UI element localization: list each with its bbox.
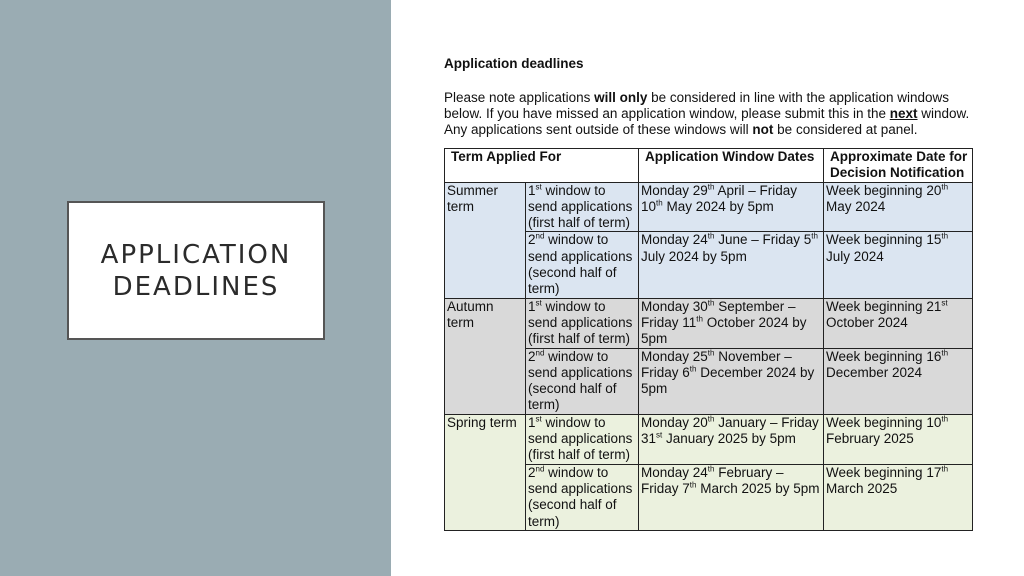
- deadlines-table: [444, 148, 973, 531]
- intro-text: window. Any applications sent outside of these windows will: [444, 106, 970, 137]
- slide-title-line-1: APPLICATION: [100, 239, 292, 270]
- slide-title-box: [67, 201, 325, 340]
- header-decision: Approximate Date for Decision Notification: [824, 149, 973, 183]
- window-dates-cell: Monday 24th February – Friday 7th March 2025 by 5pm: [639, 464, 824, 530]
- header-term: Term Applied For: [445, 149, 639, 183]
- window-dates-cell: Monday 29th April – Friday 10th May 2024 by 5pm: [639, 182, 824, 232]
- document-image: [444, 56, 974, 531]
- window-label-cell: 2nd window to send applications (second half of term): [526, 348, 639, 414]
- window-label-cell: 1st window to send applications (first half of term): [526, 414, 639, 464]
- document-intro: [444, 90, 974, 138]
- intro-emphasis: next: [889, 106, 918, 121]
- intro-text: Please note applications: [444, 90, 595, 105]
- intro-emphasis: not: [752, 122, 774, 137]
- window-label-cell: 2nd window to send applications (second half of term): [526, 464, 639, 530]
- term-cell: Spring term: [445, 414, 526, 530]
- decision-date-cell: Week beginning 16th December 2024: [824, 348, 973, 414]
- intro-text: be considered in line with the application windows below. If you have missed an application window, please submit this in the: [444, 90, 950, 121]
- table-row: [445, 298, 973, 348]
- slide-title: [101, 239, 292, 303]
- window-dates-cell: Monday 30th September – Friday 11th October 2024 by 5pm: [639, 298, 824, 348]
- document-heading: Application deadlines: [444, 56, 584, 71]
- window-label-cell: 2nd window to send applications (second half of term): [526, 232, 639, 298]
- window-dates-cell: Monday 20th January – Friday 31st January 2025 by 5pm: [639, 414, 824, 464]
- term-cell: Autumn term: [445, 298, 526, 414]
- header-window: Application Window Dates: [639, 149, 824, 183]
- intro-emphasis: will only: [594, 90, 648, 105]
- decision-date-cell: Week beginning 20th May 2024: [824, 182, 973, 232]
- window-label-cell: 1st window to send applications (first half of term): [526, 298, 639, 348]
- window-dates-cell: Monday 24th June – Friday 5th July 2024 by 5pm: [639, 232, 824, 298]
- slide-title-line-2: DEADLINES: [112, 271, 280, 302]
- table-row: [445, 182, 973, 232]
- table-row: [445, 414, 973, 464]
- intro-text: be considered at panel.: [773, 122, 918, 137]
- table-header-row: [445, 149, 973, 183]
- decision-date-cell: Week beginning 17th March 2025: [824, 464, 973, 530]
- decision-date-cell: Week beginning 10th February 2025: [824, 414, 973, 464]
- decision-date-cell: Week beginning 21st October 2024: [824, 298, 973, 348]
- window-label-cell: 1st window to send applications (first half of term): [526, 182, 639, 232]
- window-dates-cell: Monday 25th November – Friday 6th December 2024 by 5pm: [639, 348, 824, 414]
- decision-date-cell: Week beginning 15th July 2024: [824, 232, 973, 298]
- term-cell: Summer term: [445, 182, 526, 298]
